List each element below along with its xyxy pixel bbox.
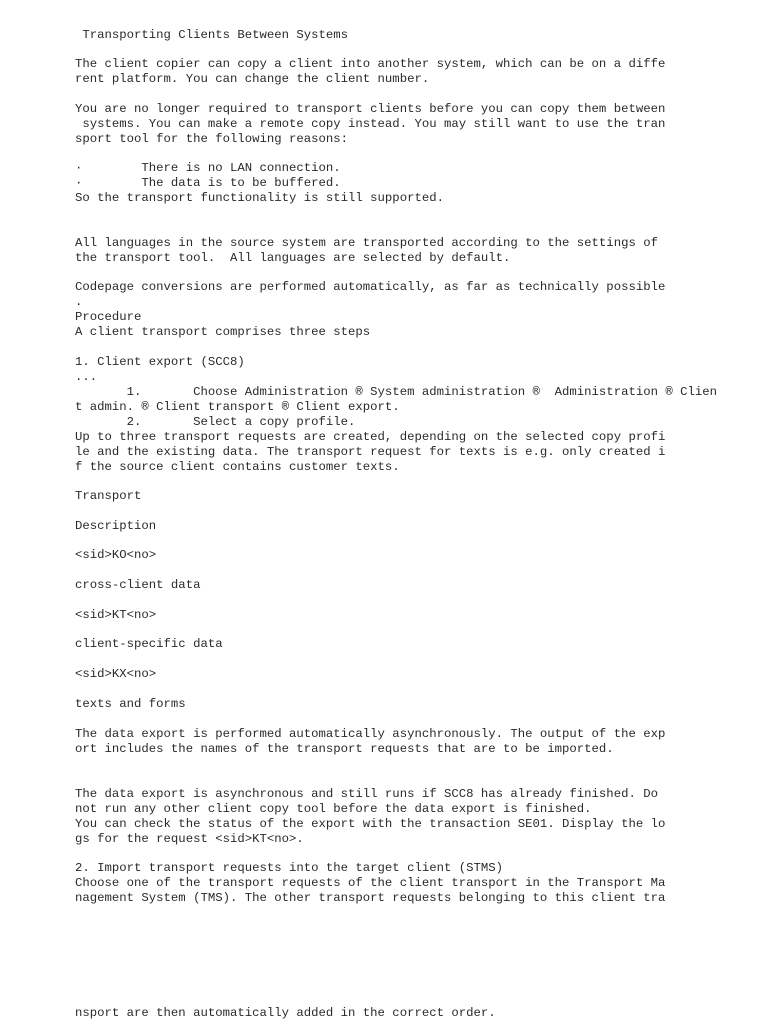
- text-line: All languages in the source system are transported according to the settings of: [75, 236, 658, 250]
- table-cell: cross-client data: [75, 578, 201, 592]
- text-line: Choose one of the transport requests of the client transport in the Transport Ma: [75, 876, 666, 890]
- step-heading: 2. Import transport requests into the target client (STMS): [75, 861, 504, 875]
- bullet-item: · There is no LAN connection.: [75, 161, 341, 175]
- text-line: ...: [75, 370, 98, 384]
- text-line: ort includes the names of the transport requests that are to be imported.: [75, 742, 614, 756]
- table-cell: <sid>KO<no>: [75, 548, 157, 562]
- text-line: not run any other client copy tool before the data export is finished.: [75, 802, 592, 816]
- numbered-item: 2. Select a copy profile.: [75, 415, 356, 429]
- text-line: A client transport comprises three steps: [75, 325, 371, 339]
- table-header-cell: Description: [75, 519, 157, 533]
- table-cell: client-specific data: [75, 637, 223, 651]
- text-line: f the source client contains customer texts.: [75, 460, 400, 474]
- text-line: systems. You can make a remote copy instead. You may still want to use the tran: [75, 117, 666, 131]
- document-title: Transporting Clients Between Systems: [75, 28, 349, 42]
- text-line: Up to three transport requests are created, depending on the selected copy profi: [75, 430, 666, 444]
- section-heading: Procedure: [75, 310, 142, 324]
- text-line: .: [75, 295, 83, 309]
- text-line: Codepage conversions are performed automatically, as far as technically possible: [75, 280, 666, 294]
- text-line: nagement System (TMS). The other transport requests belonging to this client tra: [75, 891, 666, 905]
- step-heading: 1. Client export (SCC8): [75, 355, 245, 369]
- text-line: The data export is asynchronous and still runs if SCC8 has already finished. Do: [75, 787, 658, 801]
- text-line: You are no longer required to transport clients before you can copy them between: [75, 102, 666, 116]
- text-line: You can check the status of the export with the transaction SE01. Display the lo: [75, 817, 666, 831]
- bullet-item: · The data is to be buffered.: [75, 176, 341, 190]
- text-line: gs for the request <sid>KT<no>.: [75, 832, 304, 846]
- text-line: The client copier can copy a client into another system, which can be on a diffe: [75, 57, 666, 71]
- table-cell: <sid>KX<no>: [75, 667, 157, 681]
- text-line: nsport are then automatically added in the correct order.: [75, 1006, 496, 1020]
- table-cell: texts and forms: [75, 697, 186, 711]
- text-line: the transport tool. All languages are selected by default.: [75, 251, 511, 265]
- text-line: rent platform. You can change the client number.: [75, 72, 430, 86]
- table-cell: <sid>KT<no>: [75, 608, 157, 622]
- text-line: sport tool for the following reasons:: [75, 132, 349, 146]
- numbered-item: 1. Choose Administration ® System administration ® Administration ® Clien: [75, 385, 718, 399]
- text-line: The data export is performed automatically asynchronously. The output of the exp: [75, 727, 666, 741]
- text-line: le and the existing data. The transport request for texts is e.g. only created i: [75, 445, 666, 459]
- text-line: So the transport functionality is still supported.: [75, 191, 444, 205]
- text-line: t admin. ® Client transport ® Client export.: [75, 400, 400, 414]
- table-header-cell: Transport: [75, 489, 142, 503]
